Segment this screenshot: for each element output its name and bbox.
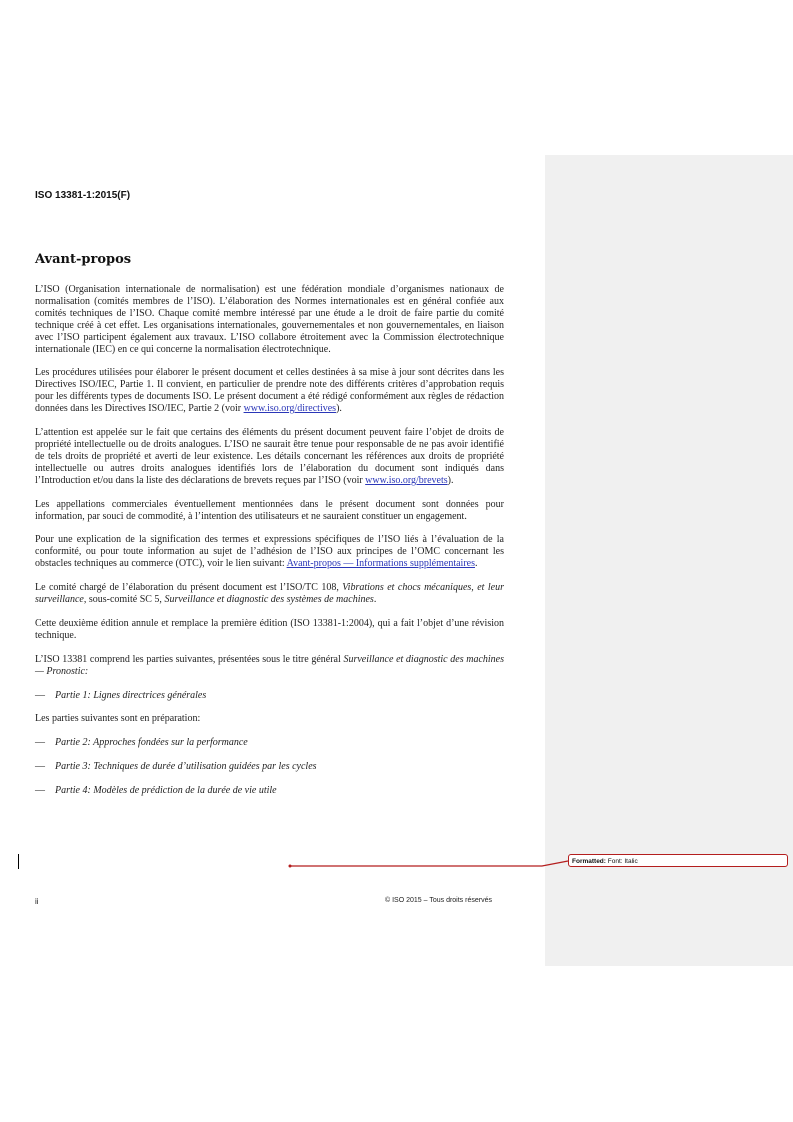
subcommittee-name: Surveillance et diagnostic des systèmes de machines — [164, 594, 374, 606]
part2-title: Partie 2: Approches fondées sur la performance — [55, 737, 248, 749]
part3-title: Partie 3: Techniques de durée d’utilisation guidées par les cycles — [55, 761, 317, 773]
dash-marker: — — [35, 761, 45, 773]
comment-connector-path — [290, 861, 568, 866]
committee-text-a: Le comité chargé de l’élaboration du présent document est l’ISO/TC 108, — [35, 582, 343, 594]
document-id-header: ISO 13381-1:2015(F) — [35, 190, 131, 201]
paragraph-conformity-end: . — [474, 558, 478, 570]
directives-link[interactable]: www.iso.org/directives — [243, 403, 337, 415]
paragraph-edition: Cette deuxième édition annule et remplace la première édition (ISO 13381-1:2004), qui a fait l’objet d’une révision technique. — [35, 617, 504, 641]
general-title: Surveillance et diagnostic des machines — Pronostic: — [35, 653, 504, 677]
page-number: ii — [35, 897, 39, 906]
dash-marker: — — [35, 785, 45, 797]
comment-label: Formatted: — [572, 858, 606, 865]
part1-title: Partie 1: Lignes directrices générales — [55, 689, 207, 701]
parts-intro-text: L’ISO 13381 comprend les parties suivantes, présentées sous le titre général — [35, 653, 344, 665]
committee-name: Vibrations et chocs mécaniques, et leur surveillance — [35, 582, 504, 606]
comment-anchor-dot — [289, 865, 292, 868]
patents-link[interactable]: www.iso.org/brevets — [365, 474, 448, 486]
part4-title: Partie 4: Modèles de prédiction de la durée de vie utile — [55, 785, 277, 797]
formatting-comment-balloon[interactable] — [568, 854, 788, 867]
committee-text-c: , sous-comité SC 5, — [83, 594, 165, 606]
paragraph-iso-intro: L’ISO (Organisation internationale de normalisation) est une fédération mondiale d’organismes nationaux de normalisation (comités membres de l’ISO). L’élaboration des Normes internationales est en général confiée aux comités techniques de l’ISO. Chaque comité membre intéressé par une étude a le droit de faire partie du comité technique créé à cet effet. Les organisations internationales, gouvernementales et non gouvernementales, en liaison avec l’ISO participent également aux travaux. L’ISO collabore étroitement avec la Commission électrotechnique internationale (IEC) en ce qui concerne la normalisation électrotechnique. — [35, 284, 504, 355]
paragraph-procedures-end: ). — [336, 403, 342, 415]
comment-text: Font: Italic — [605, 858, 638, 865]
paragraph-patents-end: ). — [447, 474, 454, 486]
paragraph-procedures-text: Les procédures utilisées pour élaborer le présent document et celles destinées à sa mise à jour sont décrites dans les Directives ISO/IEC, Partie 1. Il convient, en particulier de prendre note des différents critères d’approbation requis pour les différents types de documents ISO. Le présent document a été rédigé conformément aux règles de rédaction données dans les Directives ISO/IEC, Partie 2 (voir — [35, 367, 504, 415]
paragraph-conformity-text: Pour une explication de la signification des termes et expressions spécifiques de l’ISO liés à l’évaluation de la conformité, ou pour toute information au sujet de l’adhésion de l’ISO aux principes de l’OMC concernant les obstacles techniques au commerce (OTC), voir le lien suivant: — [35, 534, 504, 570]
dash-marker: — — [35, 689, 45, 701]
committee-text-e: . — [373, 594, 377, 606]
paragraph-patents-text: L’attention est appelée sur le fait que certains des éléments du présent document peuvent faire l’objet de droits de propriété intellectuelle ou de droits analogues. L’ISO ne saurait être tenue pour responsable de ne pas avoir identifié de tels droits de propriété et averti de leur existence. Les détails concernant les références aux droits de propriété intellectuelle ou autres droits analogues identifiés lors de l’élaboration du document sont indiqués dans l’Introduction et/ou dans la liste des déclarations de brevets reçues par l’ISO (voir — [35, 427, 504, 486]
paragraph-trade-names: Les appellations commerciales éventuellement mentionnées dans le présent document sont données pour information, par souci de commodité, à l’intention des utilisateurs et ne sauraient constituer un engagement. — [35, 498, 504, 522]
foreword-info-link[interactable]: Avant-propos — Informations supplémentaires — [286, 558, 475, 570]
dash-marker: — — [35, 737, 45, 749]
copyright-notice: © ISO 2015 – Tous droits réservés — [385, 897, 492, 904]
paragraph-in-preparation: Les parties suivantes sont en préparation: — [35, 713, 201, 725]
page-title: Avant-propos — [35, 252, 132, 267]
